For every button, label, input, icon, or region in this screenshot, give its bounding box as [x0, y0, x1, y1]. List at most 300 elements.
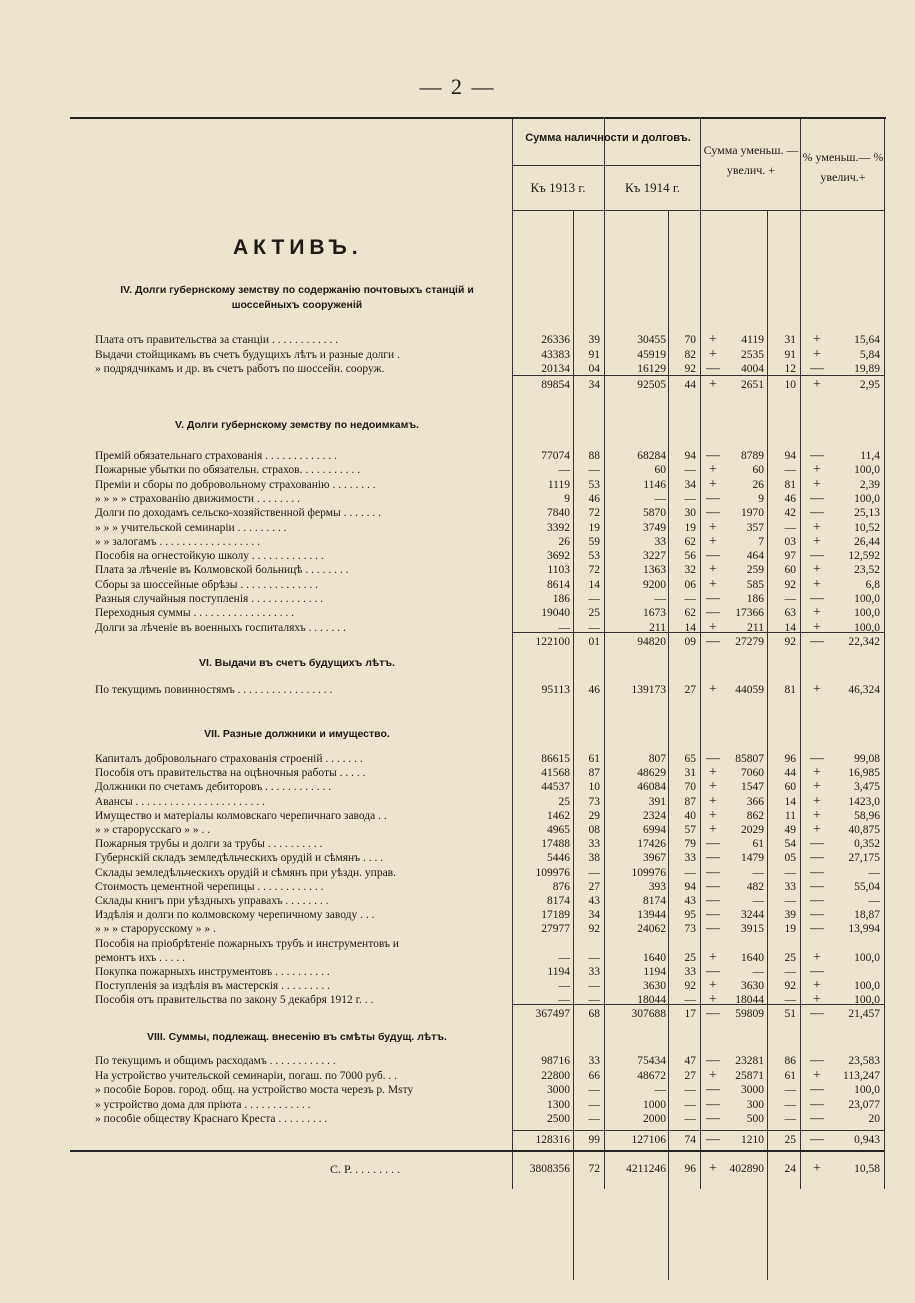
pct-sign: + [813, 377, 821, 392]
header-sum-group: Сумма наличности и долговъ. [525, 132, 691, 144]
change-rub: 1640 [741, 952, 764, 964]
value-1914-kop: 31 [684, 767, 696, 779]
header-col-change: Сумма уменьш. — увелич. + [703, 143, 799, 177]
value-1914-rub: 2000 [643, 1113, 666, 1125]
change-rub: 26 [752, 479, 764, 491]
change-sign: + [709, 765, 717, 780]
row-label: На устройство учительской семинаріи, погаш. по 7000 руб. . . [95, 1070, 398, 1082]
pct-sign: + [813, 1161, 821, 1176]
pct-value: 18,87 [854, 909, 880, 921]
value-1913-rub: — [558, 464, 570, 476]
value-1913-rub: 95113 [541, 684, 570, 696]
pct-sign: + [813, 577, 821, 592]
value-1914-kop: 57 [684, 824, 696, 836]
pct-value: 0,943 [854, 1134, 880, 1146]
row-label: Склады книгъ при уѣздныхъ управахъ . . . . . . . . [95, 895, 329, 907]
value-1914-kop: 92 [684, 980, 696, 992]
change-kop: 49 [784, 824, 796, 836]
value-1913-kop: — [588, 867, 600, 879]
pct-sign: — [810, 548, 824, 563]
change-sign: — [706, 865, 720, 880]
value-1913-rub: 98716 [541, 1055, 570, 1067]
row-label: ремонтъ ихъ . . . . . [95, 952, 186, 964]
change-sign: + [709, 1068, 717, 1083]
change-rub: 2651 [741, 379, 764, 391]
change-rub: — [752, 895, 764, 907]
change-kop: — [784, 966, 796, 978]
value-1914-rub: 16129 [637, 363, 666, 375]
value-1913-kop: 46 [588, 493, 600, 505]
value-1913-rub: 3392 [547, 522, 570, 534]
change-kop: 44 [784, 767, 796, 779]
value-1914-kop: 14 [684, 622, 696, 634]
value-1914-kop: — [684, 994, 696, 1006]
change-rub: 4004 [741, 363, 764, 375]
change-rub: 2535 [741, 349, 764, 361]
value-1913-rub: 1103 [547, 564, 570, 576]
value-1913-rub: — [558, 994, 570, 1006]
section-heading: VII. Разные должники и имущество. [204, 728, 390, 740]
value-1914-rub: 30455 [637, 334, 666, 346]
row-label: Склады земледѣльческихъ орудій и сѣмянъ при уѣздн. управ. [95, 867, 396, 879]
value-1913-kop: 04 [588, 363, 600, 375]
value-1913-kop: — [588, 1099, 600, 1111]
value-1914-kop: 94 [684, 881, 696, 893]
section-heading: VI. Выдачи въ счетъ будущихъ лѣтъ. [199, 657, 395, 669]
row-label: » » залогамъ . . . . . . . . . . . . . . . . . . [95, 536, 261, 548]
header-rule [512, 165, 700, 166]
pct-value: 15,64 [854, 334, 880, 346]
row-label: » пособіе обществу Краснаго Креста . . . . . . . . . [95, 1113, 328, 1125]
value-1914-rub: 24062 [637, 923, 666, 935]
value-1913-kop: 91 [588, 349, 600, 361]
change-rub: 464 [746, 550, 764, 562]
row-label: Сборы за шоссейные обрѣзы . . . . . . . . . . . . . . [95, 579, 319, 591]
value-1914-kop: 92 [684, 363, 696, 375]
change-rub: 862 [746, 810, 764, 822]
value-1914-kop: 40 [684, 810, 696, 822]
value-1913-kop: 27 [588, 881, 600, 893]
row-label: » » » старорусскому » » . [95, 923, 216, 935]
value-1914-rub: 139173 [631, 684, 666, 696]
value-1913-kop: 34 [588, 909, 600, 921]
change-rub: 4119 [741, 334, 764, 346]
change-sign: + [709, 377, 717, 392]
pct-sign: — [810, 921, 824, 936]
change-sign: + [709, 620, 717, 635]
row-label: Долги за лѣченіе въ военныхъ госпиталяхъ . . . . . . . [95, 622, 346, 634]
value-1914-rub: 1640 [643, 952, 666, 964]
value-1913-rub: — [558, 980, 570, 992]
change-sign: — [706, 879, 720, 894]
change-rub: 300 [746, 1099, 764, 1111]
value-1913-kop: — [588, 1084, 600, 1096]
change-rub: — [752, 867, 764, 879]
value-1914-kop: 74 [684, 1134, 696, 1146]
change-rub: 585 [746, 579, 764, 591]
change-sign: + [709, 347, 717, 362]
pct-value: 100,0 [854, 994, 880, 1006]
value-1914-kop: 47 [684, 1055, 696, 1067]
change-rub: 85807 [735, 753, 764, 765]
value-1913-kop: 39 [588, 334, 600, 346]
pct-value: 11,4 [860, 450, 880, 462]
change-sign: + [709, 520, 717, 535]
pct-value: 12,592 [848, 550, 880, 562]
value-1914-rub: 92505 [637, 379, 666, 391]
row-label: Выдачи стойщикамъ въ счетъ будущихъ лѣтъ и разные долги . [95, 349, 400, 361]
change-rub: 211 [747, 622, 764, 634]
value-1914-rub: 393 [648, 881, 666, 893]
value-1913-kop: 33 [588, 838, 600, 850]
change-sign: + [709, 577, 717, 592]
change-kop: — [784, 593, 796, 605]
section-heading: V. Долги губернскому земству по недоимкамъ. [175, 419, 419, 431]
row-label: Имущество и матеріалы колмовскаго черепичнаго завода . . [95, 810, 387, 822]
change-sign: — [706, 850, 720, 865]
row-label: » устройство дома для пріюта . . . . . . . . . . . . [95, 1099, 311, 1111]
value-1914-rub: 307688 [631, 1008, 666, 1020]
value-1913-kop: 38 [588, 852, 600, 864]
pct-sign: — [810, 836, 824, 851]
row-label: По текущимъ и общимъ расходамъ . . . . . . . . . . . . [95, 1055, 336, 1067]
row-label: Премій обязательнаго страхованія . . . . . . . . . . . . . [95, 450, 337, 462]
value-1913-kop: 53 [588, 550, 600, 562]
pct-sign: — [810, 907, 824, 922]
change-sign: + [709, 462, 717, 477]
change-rub: 25871 [735, 1070, 764, 1082]
row-label: Авансы . . . . . . . . . . . . . . . . . . . . . . . [95, 796, 265, 808]
pct-value: 100,0 [854, 493, 880, 505]
change-rub: 61 [752, 838, 764, 850]
pct-sign: — [810, 491, 824, 506]
value-1914-kop: 34 [684, 479, 696, 491]
change-kop: 63 [784, 607, 796, 619]
value-1913-kop: 43 [588, 895, 600, 907]
change-sign: — [706, 491, 720, 506]
value-1913-rub: 9 [564, 493, 570, 505]
value-1914-rub: 3749 [643, 522, 666, 534]
pct-value: 5,84 [859, 349, 880, 361]
change-kop: — [784, 1099, 796, 1111]
pct-sign: — [810, 591, 824, 606]
pct-value: 40,875 [848, 824, 880, 836]
pct-sign: + [813, 520, 821, 535]
value-1913-rub: 1119 [547, 479, 570, 491]
pct-value: 22,342 [848, 636, 880, 648]
pct-value: 10,52 [854, 522, 880, 534]
value-1914-kop: 09 [684, 636, 696, 648]
value-1913-kop: — [588, 1113, 600, 1125]
subtotal-rule [512, 632, 884, 633]
value-1914-rub: 1000 [643, 1099, 666, 1111]
pct-value: 10,58 [854, 1163, 880, 1175]
grand-total-label: С. Р. . . . . . . . . [330, 1162, 401, 1176]
value-1914-rub: 211 [649, 622, 666, 634]
value-1914-kop: — [684, 1084, 696, 1096]
value-1914-rub: — [654, 493, 666, 505]
row-label: Пособія на огнестойкую школу . . . . . . . . . . . . . [95, 550, 324, 562]
change-kop: 14 [784, 796, 796, 808]
value-1913-kop: — [588, 464, 600, 476]
value-1913-rub: 44537 [541, 781, 570, 793]
pct-value: 23,077 [848, 1099, 880, 1111]
change-kop: 60 [784, 781, 796, 793]
change-sign: — [706, 605, 720, 620]
value-1914-kop: 33 [684, 852, 696, 864]
pct-sign: — [810, 505, 824, 520]
pct-sign: — [810, 1082, 824, 1097]
row-label: » » старорусскаго » » . . [95, 824, 211, 836]
page-title: АКТИВЪ. [233, 236, 363, 259]
pct-sign: + [813, 992, 821, 1007]
pct-sign: + [813, 605, 821, 620]
value-1913-rub: 25 [558, 796, 570, 808]
pct-sign: — [810, 361, 824, 376]
change-rub: 3630 [741, 980, 764, 992]
change-rub: 44059 [735, 684, 764, 696]
value-1914-rub: 9200 [643, 579, 666, 591]
change-kop: 12 [784, 363, 796, 375]
pct-value: — [868, 867, 880, 879]
pct-sign: + [813, 978, 821, 993]
change-rub: 3915 [741, 923, 764, 935]
value-1914-rub: 48629 [637, 767, 666, 779]
value-1914-rub: 94820 [637, 636, 666, 648]
change-kop: 46 [784, 493, 796, 505]
pct-value: 25,13 [854, 507, 880, 519]
value-1913-kop: 88 [588, 450, 600, 462]
value-1914-rub: 68284 [637, 450, 666, 462]
value-1913-kop: — [588, 952, 600, 964]
value-1914-kop: — [684, 1113, 696, 1125]
change-kop: 92 [784, 636, 796, 648]
change-rub: 60 [752, 464, 764, 476]
change-kop: — [784, 1113, 796, 1125]
pct-sign: — [810, 448, 824, 463]
pct-sign: + [813, 620, 821, 635]
change-sign: — [706, 548, 720, 563]
row-label: Издѣлія и долги по колмовскому черепичному заводу . . . [95, 909, 375, 921]
value-1914-kop: 56 [684, 550, 696, 562]
value-1913-rub: 43383 [541, 349, 570, 361]
pct-value: 99,08 [854, 753, 880, 765]
value-1914-kop: 62 [684, 536, 696, 548]
value-1913-rub: 1462 [547, 810, 570, 822]
row-label: По текущимъ повинностямъ . . . . . . . . . . . . . . . . . [95, 684, 333, 696]
value-1914-kop: 73 [684, 923, 696, 935]
change-rub: 2029 [741, 824, 764, 836]
change-kop: 33 [784, 881, 796, 893]
value-1914-kop: 27 [684, 1070, 696, 1082]
change-sign: — [706, 1082, 720, 1097]
pct-value: 100,0 [854, 1084, 880, 1096]
value-1914-kop: 17 [684, 1008, 696, 1020]
value-1914-kop: 65 [684, 753, 696, 765]
row-label: » подрядчикамъ и др. въ счетъ работъ по шоссейн. сооруж. [95, 363, 385, 375]
pct-sign: + [813, 332, 821, 347]
header-col-1914: Къ 1914 г. [624, 180, 680, 195]
value-1914-rub: 33 [654, 536, 666, 548]
change-kop: 31 [784, 334, 796, 346]
column-rule [700, 119, 701, 1189]
column-rule [884, 119, 885, 1189]
value-1913-rub: 1194 [547, 966, 570, 978]
pct-value: 26,44 [854, 536, 880, 548]
change-kop: 54 [784, 838, 796, 850]
pct-value: 2,95 [859, 379, 880, 391]
value-1914-rub: 45919 [637, 349, 666, 361]
change-rub: 186 [746, 593, 764, 605]
change-sign: — [706, 921, 720, 936]
pct-sign: — [810, 879, 824, 894]
pct-sign: + [813, 794, 821, 809]
value-1914-rub: 1146 [643, 479, 666, 491]
value-1914-rub: 17426 [637, 838, 666, 850]
value-1913-kop: 10 [588, 781, 600, 793]
value-1914-rub: 46084 [637, 781, 666, 793]
row-label: Переходныя суммы . . . . . . . . . . . . . . . . . . [95, 607, 295, 619]
change-kop: 19 [784, 923, 796, 935]
pct-sign: — [810, 1111, 824, 1126]
change-rub: 27279 [735, 636, 764, 648]
change-kop: 81 [784, 479, 796, 491]
row-label: Стоимость цементной черепицы . . . . . . . . . . . . [95, 881, 324, 893]
value-1914-rub: 13944 [637, 909, 666, 921]
value-1913-kop: 33 [588, 1055, 600, 1067]
change-sign: — [706, 836, 720, 851]
row-label: Капиталъ добровольнаго страхованія строеній . . . . . . . [95, 753, 363, 765]
row-label: Плата за лѣченіе въ Колмовской больницѣ . . . . . . . . [95, 564, 349, 576]
row-label: Пособія на пріобрѣтеніе пожарныхъ трубъ и инструментовъ и [95, 938, 399, 950]
row-label: » » » » страхованію движимости . . . . . . . . [95, 493, 301, 505]
column-rule [800, 119, 801, 1189]
change-kop: — [784, 867, 796, 879]
change-rub: — [752, 966, 764, 978]
value-1914-rub: 75434 [637, 1055, 666, 1067]
change-rub: 59809 [735, 1008, 764, 1020]
change-kop: 97 [784, 550, 796, 562]
pct-value: 21,457 [848, 1008, 880, 1020]
pct-value: 113,247 [843, 1070, 880, 1082]
change-rub: 357 [746, 522, 764, 534]
change-kop: 91 [784, 349, 796, 361]
change-kop: 61 [784, 1070, 796, 1082]
value-1914-rub: 109976 [631, 867, 666, 879]
pct-sign: + [813, 534, 821, 549]
value-1913-rub: 17488 [541, 838, 570, 850]
change-sign: + [709, 534, 717, 549]
value-1913-rub: — [558, 952, 570, 964]
pct-value: 100,0 [854, 593, 880, 605]
change-sign: — [706, 448, 720, 463]
pct-value: 23,52 [854, 564, 880, 576]
value-1914-kop: — [684, 593, 696, 605]
value-1913-rub: 367497 [535, 1008, 570, 1020]
value-1913-rub: 26 [558, 536, 570, 548]
change-rub: 8789 [741, 450, 764, 462]
value-1914-rub: 3967 [643, 852, 666, 864]
value-1914-kop: — [684, 464, 696, 476]
value-1914-rub: — [654, 593, 666, 605]
row-label: Пожарныя трубы и долги за трубы . . . . . . . . . . [95, 838, 323, 850]
row-label: Губернскій складъ земледѣльческихъ орудій и сѣмянъ . . . . [95, 852, 384, 864]
value-1913-kop: 72 [588, 564, 600, 576]
pct-value: 16,985 [848, 767, 880, 779]
change-rub: 482 [746, 881, 764, 893]
pct-value: 0,352 [854, 838, 880, 850]
value-1914-kop: 87 [684, 796, 696, 808]
change-sign: + [709, 1161, 717, 1176]
value-1913-rub: 3000 [547, 1084, 570, 1096]
value-1914-kop: 27 [684, 684, 696, 696]
value-1913-rub: 186 [552, 593, 570, 605]
change-rub: 3000 [741, 1084, 764, 1096]
row-label: Должники по счетамъ дебиторовъ . . . . . . . . . . . . [95, 781, 332, 793]
value-1913-kop: 08 [588, 824, 600, 836]
value-1914-kop: 95 [684, 909, 696, 921]
change-sign: — [706, 1006, 720, 1021]
value-1913-rub: 1300 [547, 1099, 570, 1111]
change-rub: 1547 [741, 781, 764, 793]
change-kop: 51 [784, 1008, 796, 1020]
change-sign: — [706, 591, 720, 606]
value-1914-rub: 3227 [643, 550, 666, 562]
pct-value: 23,583 [848, 1055, 880, 1067]
change-rub: 366 [746, 796, 764, 808]
change-rub: 23281 [735, 1055, 764, 1067]
pct-sign: — [810, 1097, 824, 1112]
row-label: Пособія отъ правительства на оцѣночныя работы . . . . . [95, 767, 366, 779]
row-label: » пособіе Боров. город. общ. на устройство моста черезъ р. Msту [95, 1084, 414, 1096]
value-1914-rub: 391 [648, 796, 666, 808]
change-sign: — [706, 361, 720, 376]
change-kop: 24 [784, 1163, 796, 1175]
header-col-1913: Къ 1913 г. [530, 180, 586, 195]
pct-value: 1423,0 [848, 796, 880, 808]
value-1913-rub: 109976 [535, 867, 570, 879]
value-1914-kop: 43 [684, 895, 696, 907]
change-kop: 94 [784, 450, 796, 462]
change-rub: 9 [758, 493, 764, 505]
value-1914-rub: 2324 [643, 810, 666, 822]
value-1914-kop: — [684, 1099, 696, 1111]
pct-value: 58,96 [854, 810, 880, 822]
change-rub: 1970 [741, 507, 764, 519]
change-kop: 14 [784, 622, 796, 634]
change-sign: + [709, 562, 717, 577]
change-rub: 18044 [735, 994, 764, 1006]
value-1914-kop: 19 [684, 522, 696, 534]
value-1914-rub: — [654, 1084, 666, 1096]
value-1913-kop: 29 [588, 810, 600, 822]
value-1914-rub: 18044 [637, 994, 666, 1006]
pct-sign: + [813, 765, 821, 780]
value-1913-rub: 3808356 [529, 1163, 570, 1175]
value-1913-kop: 72 [588, 507, 600, 519]
value-1913-rub: 20134 [541, 363, 570, 375]
value-1913-rub: 876 [552, 881, 570, 893]
row-label: Плата отъ правительства за станціи . . . . . . . . . . . . [95, 334, 339, 346]
change-kop: 81 [784, 684, 796, 696]
change-sign: — [706, 907, 720, 922]
change-kop: 92 [784, 579, 796, 591]
change-sign: — [706, 1132, 720, 1147]
value-1913-rub: 4965 [547, 824, 570, 836]
pct-sign: + [813, 477, 821, 492]
change-rub: 500 [746, 1113, 764, 1125]
value-1913-kop: 59 [588, 536, 600, 548]
